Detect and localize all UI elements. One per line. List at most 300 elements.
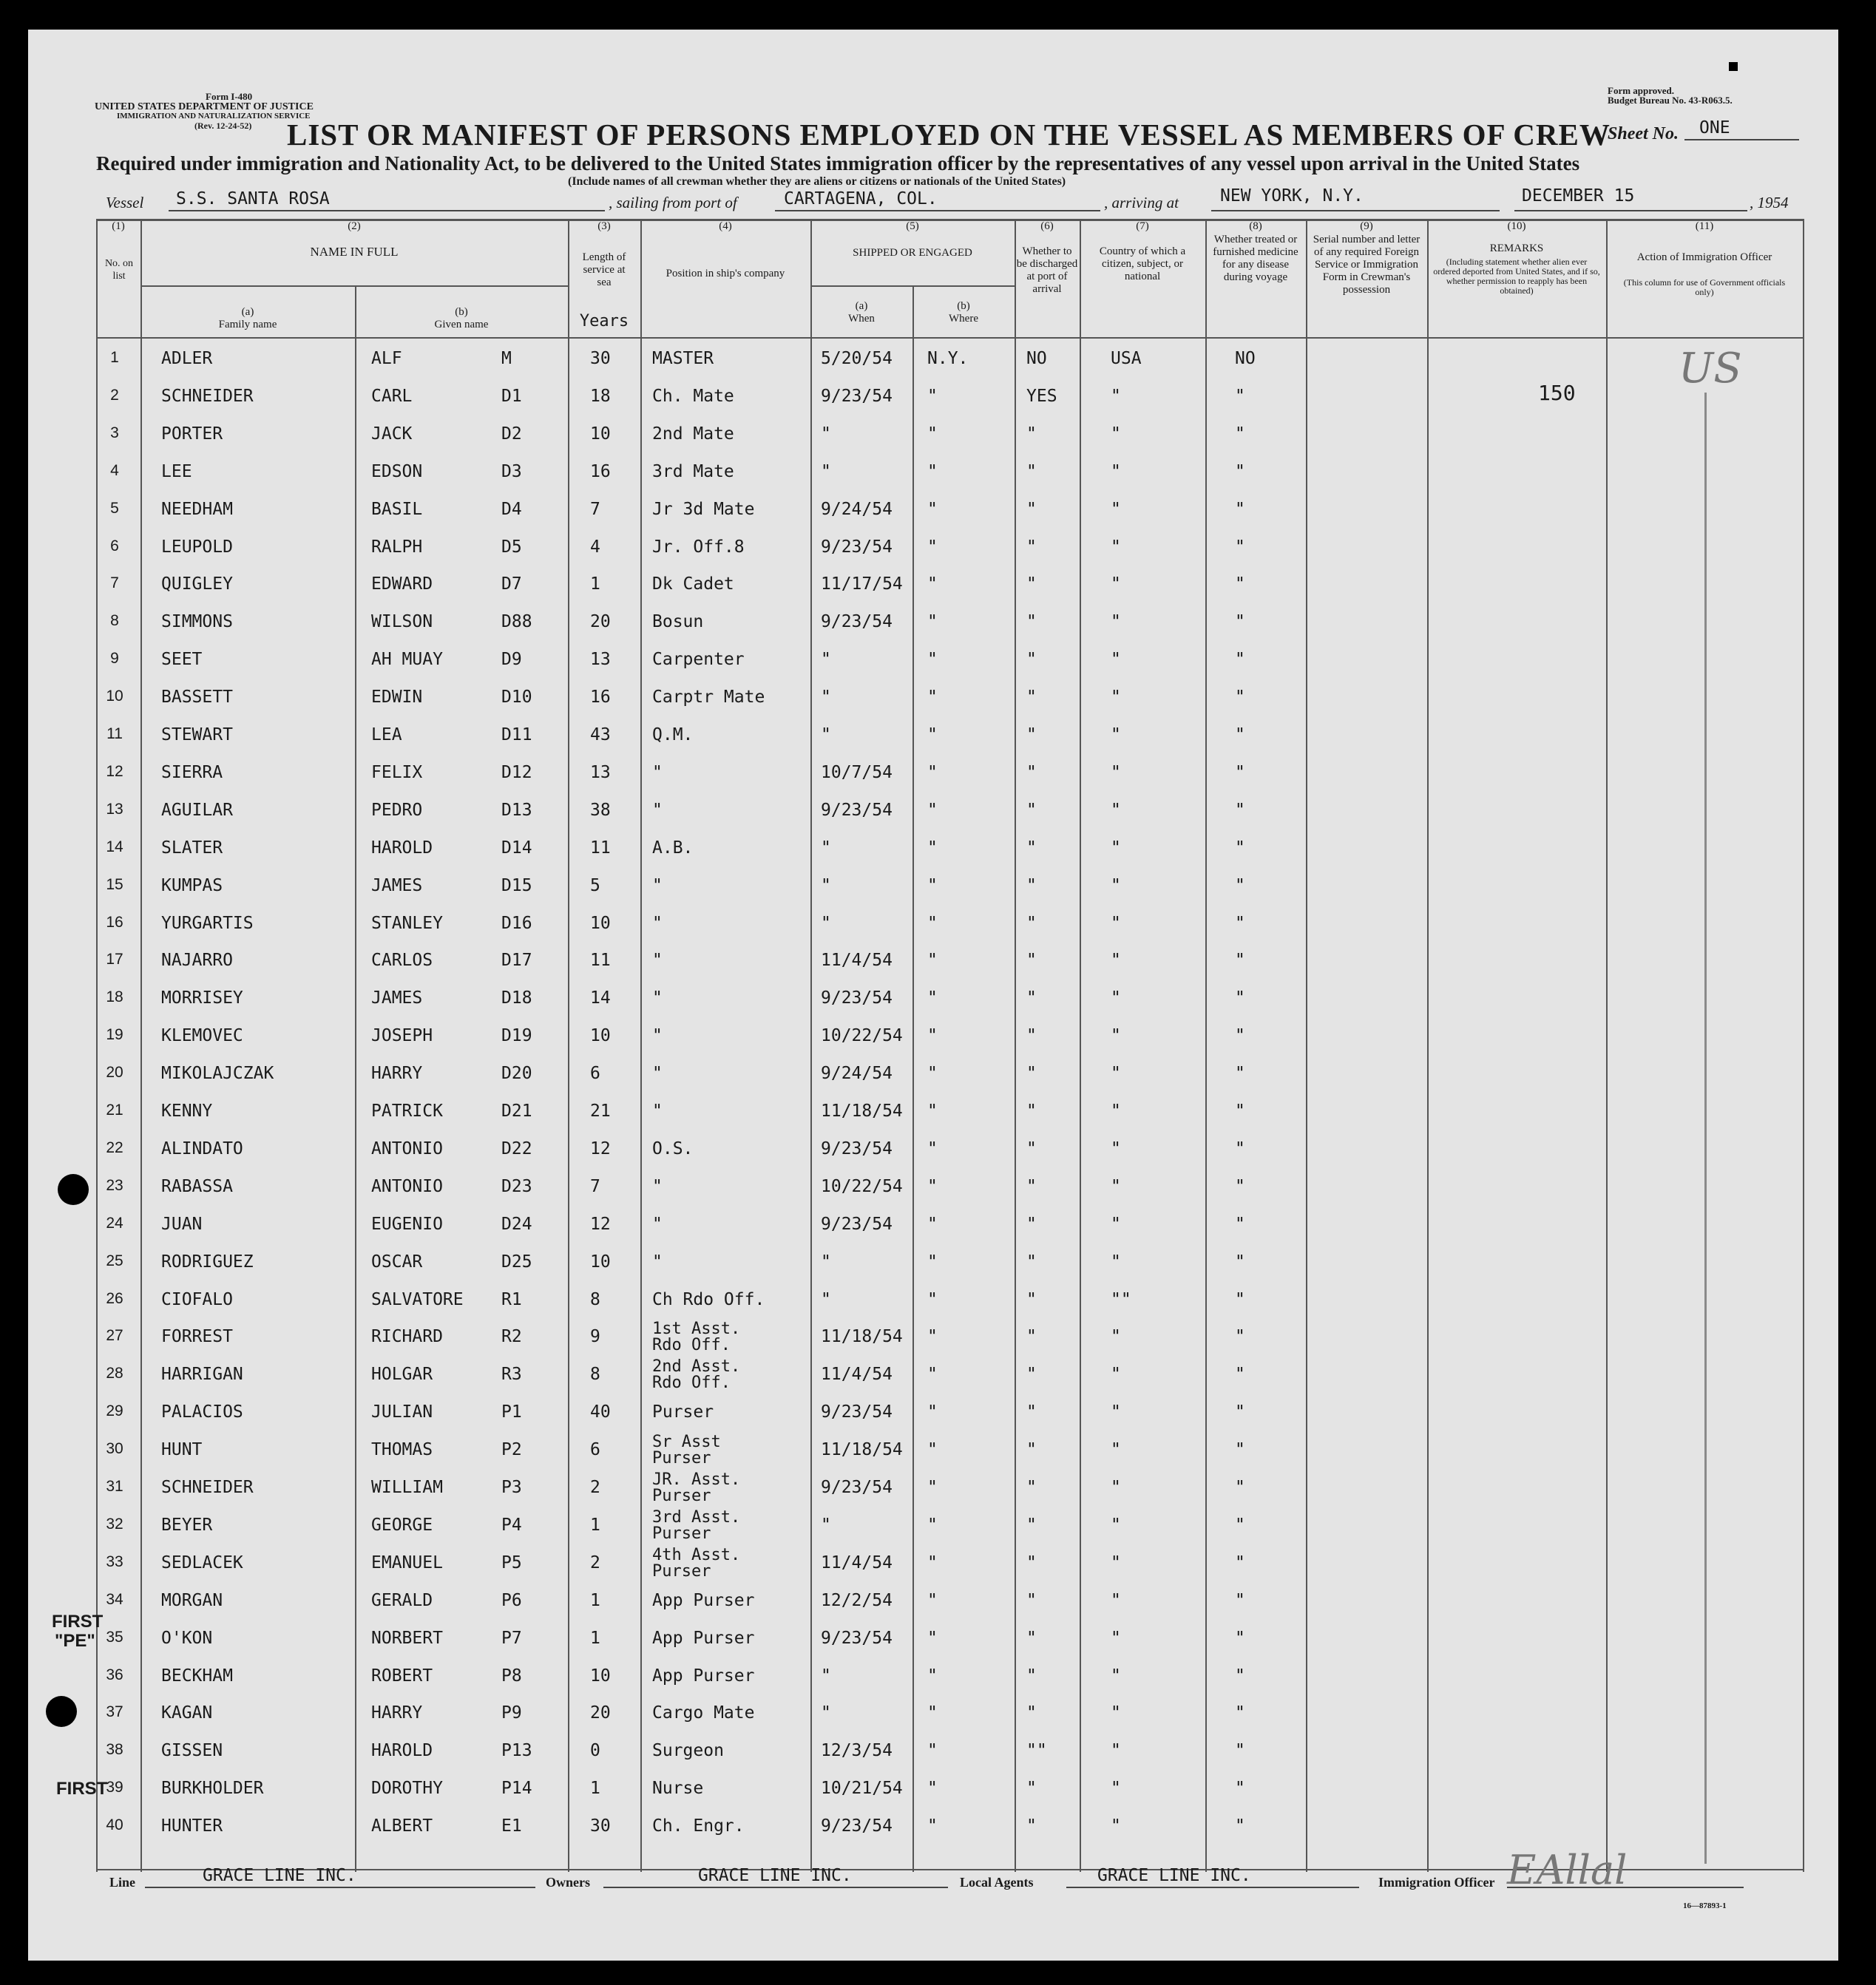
discharge: " bbox=[1026, 1214, 1037, 1234]
position: Ch. Mate bbox=[652, 386, 734, 406]
row-number: 15 bbox=[106, 875, 123, 893]
crew-code: D23 bbox=[501, 1176, 532, 1196]
crew-code: D18 bbox=[501, 988, 532, 1008]
discharge: " bbox=[1026, 574, 1037, 594]
row-number: 40 bbox=[106, 1816, 123, 1834]
shipped-when: " bbox=[821, 1666, 831, 1686]
given-name: ALBERT bbox=[371, 1816, 433, 1836]
manifest-sheet bbox=[28, 30, 1838, 1961]
crew-code: D17 bbox=[501, 951, 532, 971]
shipped-where: " bbox=[927, 875, 938, 895]
position: " bbox=[652, 1102, 663, 1121]
discharge: " bbox=[1026, 612, 1037, 632]
years-at-sea: 10 bbox=[590, 1666, 611, 1686]
col4-header: Position in ship's company bbox=[666, 268, 785, 279]
discharge: " bbox=[1026, 1590, 1037, 1610]
years-at-sea: 8 bbox=[590, 1365, 600, 1385]
position: Jr. Off.8 bbox=[652, 537, 745, 557]
shipped-when: 12/2/54 bbox=[821, 1590, 893, 1610]
printer-mark: 16—87893-1 bbox=[1683, 1901, 1727, 1910]
treated: " bbox=[1235, 1327, 1245, 1347]
shipped-when: 11/4/54 bbox=[821, 951, 893, 971]
position: Dk Cadet bbox=[652, 574, 734, 594]
discharge: " bbox=[1026, 1779, 1037, 1799]
shipped-where: " bbox=[927, 762, 938, 782]
position: Carptr Mate bbox=[652, 688, 765, 708]
shipped-when: 10/22/54 bbox=[821, 1176, 903, 1196]
sailing-label: , sailing from port of bbox=[609, 194, 737, 211]
country: " bbox=[1111, 574, 1121, 594]
col3-number: (3) bbox=[597, 220, 611, 232]
port-from: CARTAGENA, COL. bbox=[784, 189, 938, 208]
given-name: ANTONIO bbox=[371, 1139, 443, 1158]
country: " bbox=[1111, 988, 1121, 1008]
family-name: CIOFALO bbox=[161, 1289, 233, 1309]
treated: " bbox=[1235, 1816, 1245, 1836]
years-at-sea: 11 bbox=[590, 951, 611, 971]
table-row bbox=[96, 641, 1804, 678]
row-number: 32 bbox=[106, 1515, 123, 1533]
crew-code: D16 bbox=[501, 913, 532, 933]
row-number: 33 bbox=[106, 1553, 123, 1570]
years-at-sea: 5 bbox=[590, 875, 600, 895]
position: O.S. bbox=[652, 1139, 694, 1158]
years-at-sea: 10 bbox=[590, 424, 611, 444]
discharge: " bbox=[1026, 688, 1037, 708]
given-name: THOMAS bbox=[371, 1440, 433, 1460]
discharge: " bbox=[1026, 1064, 1037, 1084]
shipped-where: " bbox=[927, 386, 938, 406]
row-number: 19 bbox=[106, 1026, 123, 1044]
years-at-sea: 8 bbox=[590, 1289, 600, 1309]
position: " bbox=[652, 988, 663, 1008]
crew-code: D25 bbox=[501, 1252, 532, 1272]
treated: " bbox=[1235, 951, 1245, 971]
given-name: AH MUAY bbox=[371, 650, 443, 670]
given-name: PATRICK bbox=[371, 1102, 443, 1121]
years-at-sea: 7 bbox=[590, 499, 600, 519]
country: " bbox=[1111, 1327, 1121, 1347]
manifest-title: LIST OR MANIFEST OF PERSONS EMPLOYED ON THE VESSEL AS MEMBERS OF CREW bbox=[287, 118, 1611, 152]
row-number: 8 bbox=[110, 612, 119, 630]
treated: " bbox=[1235, 461, 1245, 481]
shipped-when: " bbox=[821, 913, 831, 933]
treated: " bbox=[1235, 1252, 1245, 1272]
shipped-where: " bbox=[927, 1666, 938, 1686]
family-name: RODRIGUEZ bbox=[161, 1252, 254, 1272]
table-row bbox=[96, 980, 1804, 1017]
given-name: ALF bbox=[371, 349, 402, 368]
line-label: Line bbox=[109, 1875, 136, 1890]
table-row bbox=[96, 603, 1804, 640]
discharge: " bbox=[1026, 499, 1037, 519]
table-row bbox=[96, 1694, 1804, 1731]
shipped-where: " bbox=[927, 951, 938, 971]
position: Ch Rdo Off. bbox=[652, 1289, 765, 1309]
shipped-where: " bbox=[927, 461, 938, 481]
position: 3rd Mate bbox=[652, 461, 734, 481]
arrival-year: , 1954 bbox=[1750, 194, 1789, 211]
crew-code: D7 bbox=[501, 574, 522, 594]
margin-note-pe: "PE" bbox=[55, 1631, 95, 1651]
given-name: ANTONIO bbox=[371, 1176, 443, 1196]
shipped-when: 11/4/54 bbox=[821, 1553, 893, 1572]
row-number: 23 bbox=[106, 1176, 123, 1194]
discharge: " bbox=[1026, 1628, 1037, 1648]
family-name: NEEDHAM bbox=[161, 499, 233, 519]
given-name: EDSON bbox=[371, 461, 423, 481]
family-name: RABASSA bbox=[161, 1176, 233, 1196]
country: " bbox=[1111, 1402, 1121, 1422]
country: " bbox=[1111, 386, 1121, 406]
vessel-name: S.S. SANTA ROSA bbox=[176, 189, 330, 208]
discharge: " bbox=[1026, 838, 1037, 858]
treated: " bbox=[1235, 499, 1245, 519]
shipped-where: " bbox=[927, 1553, 938, 1572]
given-name: JACK bbox=[371, 424, 413, 444]
given-name: JAMES bbox=[371, 875, 423, 895]
table-row bbox=[96, 1055, 1804, 1092]
port-from-underline bbox=[775, 210, 1100, 211]
family-name: MORRISEY bbox=[161, 988, 243, 1008]
position: App Purser bbox=[652, 1666, 755, 1686]
country: USA bbox=[1111, 349, 1142, 368]
given-name: OSCAR bbox=[371, 1252, 423, 1272]
family-name: FORREST bbox=[161, 1327, 233, 1347]
crew-code: D13 bbox=[501, 800, 532, 820]
country: " bbox=[1111, 1139, 1121, 1158]
country: " bbox=[1111, 499, 1121, 519]
discharge: " bbox=[1026, 913, 1037, 933]
family-name: BEYER bbox=[161, 1515, 213, 1535]
col8-header: Whether treated or furnished medicine for any disease during voyage bbox=[1213, 234, 1298, 283]
col3-header: Length of service at sea bbox=[582, 251, 626, 288]
position: " bbox=[652, 951, 663, 971]
shipped-where: " bbox=[927, 1176, 938, 1196]
row-number: 4 bbox=[110, 461, 119, 479]
family-name: ALINDATO bbox=[161, 1139, 243, 1158]
shipped-when: 9/24/54 bbox=[821, 1064, 893, 1084]
treated: " bbox=[1235, 1553, 1245, 1572]
row-number: 25 bbox=[106, 1252, 123, 1269]
treated: " bbox=[1235, 650, 1245, 670]
manifest-subnote: (Include names of all crewman whether they are aliens or citizens or nationals of the United States) bbox=[568, 175, 1066, 188]
row-number: 21 bbox=[106, 1102, 123, 1119]
country: " bbox=[1111, 424, 1121, 444]
country: " bbox=[1111, 1553, 1121, 1572]
manifest-subtitle: Required under immigration and Nationality Act, to be delivered to the United States immigration officer by the representatives of any vessel upon arrival in the United States bbox=[96, 152, 1580, 174]
discharge: " bbox=[1026, 951, 1037, 971]
row-number: 14 bbox=[106, 838, 123, 855]
shipped-when: 11/4/54 bbox=[821, 1365, 893, 1385]
table-row bbox=[96, 716, 1804, 753]
treated: " bbox=[1235, 1628, 1245, 1648]
row-number: 6 bbox=[110, 537, 119, 554]
shipped-where: " bbox=[927, 800, 938, 820]
family-name: SEET bbox=[161, 650, 203, 670]
shipped-where: " bbox=[927, 1478, 938, 1497]
row-number: 16 bbox=[106, 913, 123, 931]
line-value: GRACE LINE INC. bbox=[203, 1866, 356, 1885]
given-name: EDWIN bbox=[371, 688, 423, 708]
shipped-where: " bbox=[927, 1026, 938, 1046]
country: "" bbox=[1111, 1289, 1131, 1309]
crew-code: D15 bbox=[501, 875, 532, 895]
crew-code: P14 bbox=[501, 1779, 532, 1799]
col1-number: (1) bbox=[112, 220, 125, 232]
shipped-where: " bbox=[927, 424, 938, 444]
discharge: "" bbox=[1026, 1741, 1047, 1761]
row-number: 11 bbox=[106, 725, 123, 742]
years-at-sea: 7 bbox=[590, 1176, 600, 1196]
treated: " bbox=[1235, 1026, 1245, 1046]
row-number: 31 bbox=[106, 1478, 123, 1495]
years-at-sea: 21 bbox=[590, 1102, 611, 1121]
given-name: DOROTHY bbox=[371, 1779, 443, 1799]
years-at-sea: 10 bbox=[590, 913, 611, 933]
given-name: JOSEPH bbox=[371, 1026, 433, 1046]
shipped-where: N.Y. bbox=[927, 349, 969, 368]
position: " bbox=[652, 1026, 663, 1046]
years-at-sea: 30 bbox=[590, 349, 611, 368]
col11-number: (11) bbox=[1695, 220, 1714, 232]
country: " bbox=[1111, 1102, 1121, 1121]
shipped-when: 11/17/54 bbox=[821, 574, 903, 594]
given-name: HARRY bbox=[371, 1064, 423, 1084]
table-row bbox=[96, 340, 1804, 377]
shipped-where: " bbox=[927, 612, 938, 632]
crew-code: R1 bbox=[501, 1289, 522, 1309]
family-name: SCHNEIDER bbox=[161, 386, 254, 406]
discharge: " bbox=[1026, 1816, 1037, 1836]
col2-header: NAME IN FULL bbox=[310, 245, 399, 259]
row-number: 12 bbox=[106, 762, 123, 780]
family-name: SIMMONS bbox=[161, 612, 233, 632]
col9-header: Serial number and letter of any required Foreign Service or Immigration Form in Crewman's possession bbox=[1313, 234, 1420, 296]
sheet-underline bbox=[1684, 139, 1799, 140]
shipped-when: 9/23/54 bbox=[821, 1816, 893, 1836]
position: 2nd Mate bbox=[652, 424, 734, 444]
shipped-when: 9/23/54 bbox=[821, 800, 893, 820]
col5-header: SHIPPED OR ENGAGED bbox=[853, 247, 972, 259]
table-row bbox=[96, 491, 1804, 528]
crew-code: E1 bbox=[501, 1816, 522, 1836]
family-name: QUIGLEY bbox=[161, 574, 233, 594]
shipped-when: " bbox=[821, 875, 831, 895]
given-name: CARL bbox=[371, 386, 413, 406]
owners-label: Owners bbox=[546, 1875, 590, 1890]
crew-code: D19 bbox=[501, 1026, 532, 1046]
shipped-where: " bbox=[927, 1440, 938, 1460]
treated: " bbox=[1235, 988, 1245, 1008]
shipped-when: 9/23/54 bbox=[821, 386, 893, 406]
country: " bbox=[1111, 1515, 1121, 1535]
row-number: 28 bbox=[106, 1365, 123, 1382]
given-name: ROBERT bbox=[371, 1666, 433, 1686]
date-underline bbox=[1514, 210, 1747, 211]
crew-code: D24 bbox=[501, 1214, 532, 1234]
position: MASTER bbox=[652, 349, 714, 368]
table-row bbox=[96, 1243, 1804, 1280]
country: " bbox=[1111, 800, 1121, 820]
given-name: HARRY bbox=[371, 1703, 423, 1723]
shipped-where: " bbox=[927, 1365, 938, 1385]
years-at-sea: 16 bbox=[590, 461, 611, 481]
country: " bbox=[1111, 537, 1121, 557]
discharge: " bbox=[1026, 1289, 1037, 1309]
country: " bbox=[1111, 838, 1121, 858]
shipped-when: 10/22/54 bbox=[821, 1026, 903, 1046]
treated: " bbox=[1235, 1289, 1245, 1309]
family-name: SEDLACEK bbox=[161, 1553, 243, 1572]
family-name: SLATER bbox=[161, 838, 223, 858]
shipped-when: 9/23/54 bbox=[821, 1214, 893, 1234]
country: " bbox=[1111, 913, 1121, 933]
country: " bbox=[1111, 1703, 1121, 1723]
country: " bbox=[1111, 1779, 1121, 1799]
treated: " bbox=[1235, 1741, 1245, 1761]
discharge: " bbox=[1026, 1102, 1037, 1121]
treated: " bbox=[1235, 1176, 1245, 1196]
shipped-where: " bbox=[927, 1327, 938, 1347]
position: 2nd Asst. Rdo Off. bbox=[652, 1357, 741, 1393]
table-row bbox=[96, 1544, 1804, 1581]
shipped-where: " bbox=[927, 650, 938, 670]
table-row bbox=[96, 1620, 1804, 1657]
row-number: 35 bbox=[106, 1628, 123, 1646]
years-at-sea: 38 bbox=[590, 800, 611, 820]
crew-code: P1 bbox=[501, 1402, 522, 1422]
officer-underline bbox=[1507, 1887, 1744, 1888]
table-row bbox=[96, 1093, 1804, 1130]
row-number: 27 bbox=[106, 1327, 123, 1345]
crew-code: D11 bbox=[501, 725, 532, 744]
given-name: WILSON bbox=[371, 612, 433, 632]
years-at-sea: 16 bbox=[590, 688, 611, 708]
shipped-where: " bbox=[927, 1139, 938, 1158]
discharge: " bbox=[1026, 1252, 1037, 1272]
department-name: UNITED STATES DEPARTMENT OF JUSTICE bbox=[95, 101, 314, 112]
officer-label: Immigration Officer bbox=[1378, 1875, 1495, 1890]
given-name: SALVATORE bbox=[371, 1289, 464, 1309]
given-name: GEORGE bbox=[371, 1515, 433, 1535]
years-at-sea: 11 bbox=[590, 838, 611, 858]
row-number: 2 bbox=[110, 386, 119, 404]
given-name: PEDRO bbox=[371, 800, 423, 820]
years-at-sea: 1 bbox=[590, 1628, 600, 1648]
row-number: 20 bbox=[106, 1064, 123, 1082]
country: " bbox=[1111, 1478, 1121, 1497]
discharge: " bbox=[1026, 424, 1037, 444]
position: " bbox=[652, 875, 663, 895]
given-name: HAROLD bbox=[371, 838, 433, 858]
discharge: " bbox=[1026, 725, 1037, 744]
country: " bbox=[1111, 1252, 1121, 1272]
shipped-where: " bbox=[927, 913, 938, 933]
country: " bbox=[1111, 1064, 1121, 1084]
shipped-where: " bbox=[927, 1402, 938, 1422]
position: Ch. Engr. bbox=[652, 1816, 745, 1836]
family-name: KLEMOVEC bbox=[161, 1026, 243, 1046]
col10-note: (Including statement whether alien ever ordered deported from United States, and if so, whether permission to reapply has been obtained) bbox=[1433, 257, 1600, 296]
margin-note-first-38: FIRST bbox=[56, 1779, 108, 1799]
shipped-when: 9/23/54 bbox=[821, 612, 893, 632]
given-name: NORBERT bbox=[371, 1628, 443, 1648]
owners-value: GRACE LINE INC. bbox=[698, 1866, 852, 1885]
position: Q.M. bbox=[652, 725, 694, 744]
years-at-sea: 10 bbox=[590, 1026, 611, 1046]
treated: " bbox=[1235, 1590, 1245, 1610]
given-name: EDWARD bbox=[371, 574, 433, 594]
shipped-when: " bbox=[821, 688, 831, 708]
owners-underline bbox=[603, 1887, 948, 1888]
country: " bbox=[1111, 1816, 1121, 1836]
punch-hole bbox=[58, 1174, 89, 1205]
shipped-where: " bbox=[927, 537, 938, 557]
years-at-sea: 2 bbox=[590, 1553, 600, 1572]
country: " bbox=[1111, 951, 1121, 971]
treated: " bbox=[1235, 424, 1245, 444]
position: Sr Asst Purser bbox=[652, 1433, 721, 1468]
row-number: 17 bbox=[106, 951, 123, 968]
years-at-sea: 1 bbox=[590, 1779, 600, 1799]
col2-number: (2) bbox=[348, 220, 361, 232]
col11-header: Action of Immigration Officer bbox=[1636, 251, 1772, 263]
years-at-sea: 1 bbox=[590, 1590, 600, 1610]
treated: " bbox=[1235, 1440, 1245, 1460]
discharge: " bbox=[1026, 650, 1037, 670]
family-name: MORGAN bbox=[161, 1590, 223, 1610]
country: " bbox=[1111, 762, 1121, 782]
country: " bbox=[1111, 688, 1121, 708]
given-name: FELIX bbox=[371, 762, 423, 782]
country: " bbox=[1111, 1666, 1121, 1686]
row-number: 34 bbox=[106, 1590, 123, 1608]
margin-note-first: FIRST bbox=[52, 1612, 104, 1632]
given-name: LEA bbox=[371, 725, 402, 744]
treated: " bbox=[1235, 1102, 1245, 1121]
col5b-header: (b) Where bbox=[949, 300, 978, 325]
position: A.B. bbox=[652, 838, 694, 858]
table-row bbox=[96, 529, 1804, 566]
shipped-when: " bbox=[821, 1252, 831, 1272]
row-number: 38 bbox=[106, 1741, 123, 1759]
table-row bbox=[96, 792, 1804, 829]
approval-line-1: Form approved. bbox=[1608, 85, 1675, 96]
treated: " bbox=[1235, 1064, 1245, 1084]
position: " bbox=[652, 1176, 663, 1196]
shipped-where: " bbox=[927, 1703, 938, 1723]
shipped-when: 11/18/54 bbox=[821, 1327, 903, 1347]
crew-table bbox=[96, 219, 1804, 1872]
table-row bbox=[96, 1657, 1804, 1694]
col2a-header: (a) Family name bbox=[218, 306, 277, 330]
position: Surgeon bbox=[652, 1741, 724, 1761]
crew-code: D21 bbox=[501, 1102, 532, 1121]
shipped-when: 9/23/54 bbox=[821, 1478, 893, 1497]
crew-code: P2 bbox=[501, 1440, 522, 1460]
treated: " bbox=[1235, 386, 1245, 406]
years-at-sea: 20 bbox=[590, 1703, 611, 1723]
shipped-when: 9/24/54 bbox=[821, 499, 893, 519]
family-name: KAGAN bbox=[161, 1703, 213, 1723]
family-name: HUNT bbox=[161, 1440, 203, 1460]
punch-hole bbox=[46, 1696, 77, 1727]
shipped-when: 10/7/54 bbox=[821, 762, 893, 782]
col10-number: (10) bbox=[1507, 220, 1526, 232]
family-name: BASSETT bbox=[161, 688, 233, 708]
shipped-where: " bbox=[927, 1628, 938, 1648]
